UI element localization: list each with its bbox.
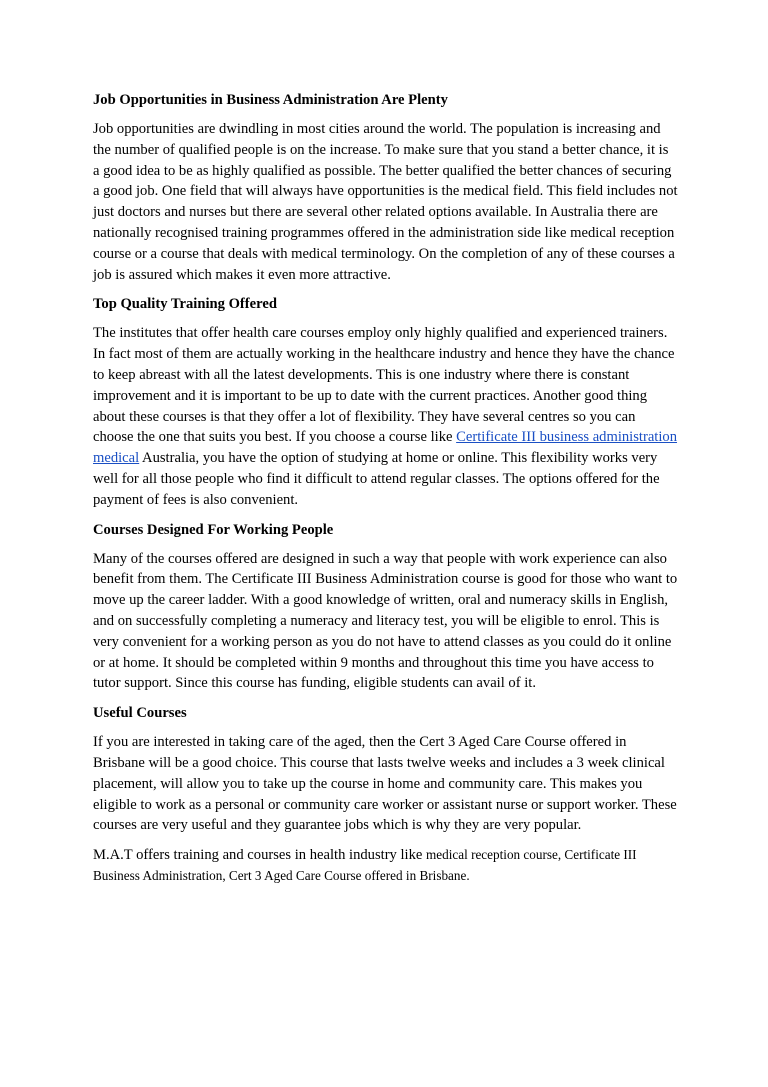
document-page bbox=[93, 90, 678, 896]
paragraph-text-after-link: Australia, you have the option of studying at home or online. This flexibility works very well for all those people who find it difficult to attend regular classes. The options offered for the payment of fees is also convenient. bbox=[93, 450, 660, 508]
paragraph-working-people: Many of the courses offered are designed in such a way that people with work experience can also benefit from them. The Certificate III Business Administration course is good for those who want to move up the career ladder. With a good knowledge of written, oral and numeracy skills in English, and on successfully completing a numeracy and literacy test, you will be eligible to enrol. This is very convenient for a working person as you do not have to attend classes as you could do it online or at home. It should be completed within 9 months and throughout this time you have access to tutor support. Since this course has funding, eligible students can avail of it. bbox=[93, 550, 678, 692]
heading-top-quality-training: Top Quality Training Offered bbox=[93, 296, 277, 313]
paragraph-job-opportunities: Job opportunities are dwindling in most cities around the world. The population is increasing and the number of qualified people is on the increase. To make sure that you stand a better chance, it is a good idea to be as highly qualified as possible. The better qualified the better chances of securing a good job. One field that will always have opportunities is the medical field. This field includes not just doctors and nurses but there are several other related options available. In Australia there are nationally recognised training programmes offered in the administration side like medical reception course or a course that deals with medical terminology. On the completion of any of these courses a job is assured which makes it even more attractive. bbox=[93, 121, 678, 283]
certificate-iii-link[interactable]: Certificate III business administration medical bbox=[93, 429, 678, 467]
heading-working-people: Courses Designed For Working People bbox=[93, 521, 334, 538]
paragraph-text-before-link: The institutes that offer health care courses employ only highly qualified and experienced trainers. In fact most of them are actually working in the healthcare industry and hence they have the chance to keep abreast with all the latest developments. This is one industry where there is constant improvement and it is important to be up to date with the current practices. Another good thing about these courses is that they offer a lot of flexibility. They have several centres so you can choose the one that suits you best. If you choose a course like bbox=[93, 325, 675, 446]
heading-useful-courses: Useful Courses bbox=[93, 705, 187, 722]
closing-course-list: medical reception course, Certificate III Business Administration, Cert 3 Aged Care Course offered in Brisbane. bbox=[93, 847, 637, 883]
heading-job-opportunities: Job Opportunities in Business Administration Are Plenty bbox=[93, 92, 448, 108]
closing-paragraph bbox=[93, 845, 678, 887]
paragraph-top-quality-training bbox=[93, 323, 678, 510]
paragraph-useful-courses: If you are interested in taking care of the aged, then the Cert 3 Aged Care Course offered in Brisbane will be a good choice. This course that lasts twelve weeks and includes a 3 week clinical placement, will allow you to take up the course in home and community care. This makes you eligible to work as a personal or community care worker or assistant nurse or support worker. These courses are very useful and they guarantee jobs which is why they are very popular. bbox=[93, 734, 677, 834]
closing-lead: M.A.T offers training and courses in health industry like bbox=[93, 847, 427, 864]
